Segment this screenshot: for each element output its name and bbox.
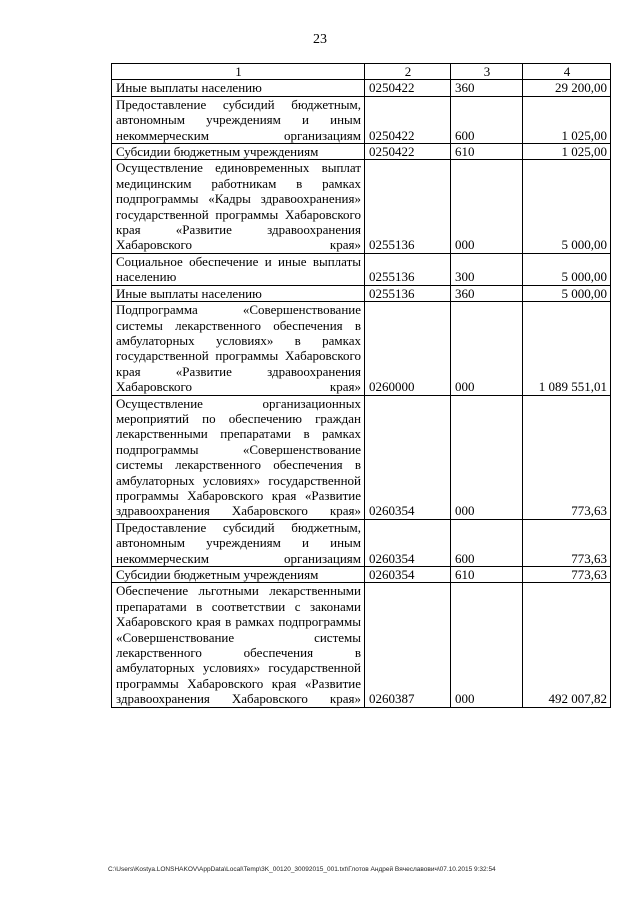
row-code: 0255136 bbox=[365, 253, 451, 285]
row-amount: 5 000,00 bbox=[523, 253, 611, 285]
row-code: 0250422 bbox=[365, 144, 451, 160]
row-type: 610 bbox=[451, 144, 523, 160]
row-name: Иные выплаты населению bbox=[112, 80, 365, 96]
row-name: Обеспечение льготными лекарственными препаратами в соответствии с законами Хабаровского края в рамках подпрограммы «Совершенствование системы лекарственного обеспечения в амбулаторных условиях» государственной программы Хабаровского края «Развитие здравоохранения Хабаровского края» bbox=[112, 583, 365, 707]
table-row bbox=[112, 519, 611, 566]
row-code: 0260387 bbox=[365, 583, 451, 707]
row-code: 0255136 bbox=[365, 285, 451, 301]
row-amount: 29 200,00 bbox=[523, 80, 611, 96]
row-name: Подпрограмма «Совершенствование системы лекарственного обеспечения в амбулаторных условиях» в рамках государственной программы Хабаровского края «Развитие здравоохранения Хабаровского края» bbox=[112, 302, 365, 395]
row-type: 600 bbox=[451, 519, 523, 566]
row-type: 000 bbox=[451, 302, 523, 395]
table-row bbox=[112, 285, 611, 301]
table-header-row bbox=[112, 64, 611, 80]
row-type: 360 bbox=[451, 80, 523, 96]
row-name: Иные выплаты населению bbox=[112, 285, 365, 301]
table-row bbox=[112, 395, 611, 519]
table-row bbox=[112, 80, 611, 96]
table-row bbox=[112, 160, 611, 253]
row-code: 0260354 bbox=[365, 395, 451, 519]
row-name: Социальное обеспечение и иные выплаты населению bbox=[112, 253, 365, 285]
table-row bbox=[112, 583, 611, 707]
row-amount: 773,63 bbox=[523, 519, 611, 566]
row-code: 0260354 bbox=[365, 519, 451, 566]
row-amount: 492 007,82 bbox=[523, 583, 611, 707]
budget-table bbox=[111, 63, 611, 708]
table-row bbox=[112, 302, 611, 395]
row-amount: 5 000,00 bbox=[523, 160, 611, 253]
row-code: 0250422 bbox=[365, 96, 451, 143]
row-name: Предоставление субсидий бюджетным, автономным учреждениям и иным некоммерческим организациям bbox=[112, 519, 365, 566]
table-row bbox=[112, 253, 611, 285]
row-amount: 773,63 bbox=[523, 395, 611, 519]
table-row bbox=[112, 144, 611, 160]
row-code: 0260000 bbox=[365, 302, 451, 395]
row-amount: 1 025,00 bbox=[523, 144, 611, 160]
row-name: Предоставление субсидий бюджетным, автономным учреждениям и иным некоммерческим организациям bbox=[112, 96, 365, 143]
row-type: 000 bbox=[451, 160, 523, 253]
header-col-2: 2 bbox=[365, 64, 451, 80]
row-type: 000 bbox=[451, 583, 523, 707]
row-code: 0260354 bbox=[365, 567, 451, 583]
page-number: 23 bbox=[313, 32, 327, 47]
row-amount: 773,63 bbox=[523, 567, 611, 583]
file-path-footer: C:\Users\Kostya.LONSHAKOV\AppData\Local\Temp\3K_00120_30092015_001.txt\Глотов Андрей Вячеславович\07.10.2015 9:32:54 bbox=[108, 866, 496, 873]
row-type: 360 bbox=[451, 285, 523, 301]
header-col-1: 1 bbox=[112, 64, 365, 80]
row-amount: 1 089 551,01 bbox=[523, 302, 611, 395]
row-name: Осуществление организационных мероприятий по обеспечению граждан лекарственными препаратами в рамках подпрограммы «Совершенствование системы лекарственного обеспечения в амбулаторных условиях» государственной программы Хабаровского края «Развитие здравоохранения Хабаровского края» bbox=[112, 395, 365, 519]
row-type: 300 bbox=[451, 253, 523, 285]
row-type: 600 bbox=[451, 96, 523, 143]
row-amount: 5 000,00 bbox=[523, 285, 611, 301]
row-name: Осуществление единовременных выплат медицинским работникам в рамках подпрограммы «Кадры здравоохранения» государственной программы Хабаровского края «Развитие здравоохранения Хабаровского края» bbox=[112, 160, 365, 253]
row-type: 610 bbox=[451, 567, 523, 583]
row-name: Субсидии бюджетным учреждениям bbox=[112, 567, 365, 583]
row-type: 000 bbox=[451, 395, 523, 519]
row-amount: 1 025,00 bbox=[523, 96, 611, 143]
row-name: Субсидии бюджетным учреждениям bbox=[112, 144, 365, 160]
table-row bbox=[112, 96, 611, 143]
table-row bbox=[112, 567, 611, 583]
row-code: 0255136 bbox=[365, 160, 451, 253]
header-col-4: 4 bbox=[523, 64, 611, 80]
row-code: 0250422 bbox=[365, 80, 451, 96]
header-col-3: 3 bbox=[451, 64, 523, 80]
